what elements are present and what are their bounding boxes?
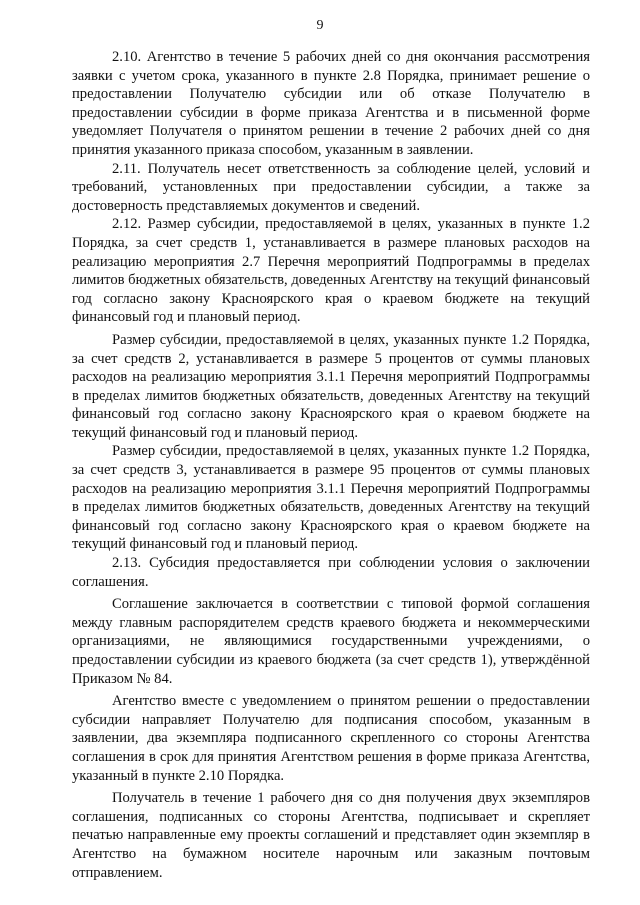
paragraph-subsidy-funds-3: Размер субсидии, предоставляемой в целях, указанных пункте 1.2 Порядка, за счет средств 3, устанавливается в размере 95 процентов от суммы плановых расходов на реализацию мероприятия 3.1.1 Перечня мероприятий Подпрограммы в пределах лимитов бюджетных обязательств, доведенных Агентству на текущий финансовый год согласно закону Красноярского края о краевом бюджете на текущий финансовый год и плановый период. (72, 443, 590, 553)
paragraph-agreement-form: Соглашение заключается в соответствии с типовой формой соглашения между главным распорядителем средств краевого бюджета и некоммерческими организациями, не являющимися государственными учреждениями, о предоставлении субсидии из краевого бюджета (за счет средств 1), утверждённой Приказом № 84. (72, 596, 590, 687)
document-body (72, 48, 590, 882)
paragraph-2-13: 2.13. Субсидия предоставляется при соблюдении условия о заключении соглашения. (72, 555, 590, 590)
paragraph-subsidy-funds-2: Размер субсидии, предоставляемой в целях, указанных пункте 1.2 Порядка, за счет средств 2, устанавливается в размере 5 процентов от суммы плановых расходов на реализацию мероприятия 3.1.1 Перечня мероприятий Подпрограммы в пределах лимитов бюджетных обязательств, доведенных Агентству на текущий финансовый год согласно закону Красноярского края о краевом бюджете на текущий финансовый год и плановый период. (72, 331, 590, 441)
paragraph-recipient-signing: Получатель в течение 1 рабочего дня со дня получения двух экземпляров соглашения, подписанных со стороны Агентства, подписывает и скрепляет печатью направленные ему проекты соглашений и представляет один экземпляр в Агентство на бумажном носителе нарочным или заказным почтовым отправлением. (72, 790, 590, 881)
paragraph-2-12: 2.12. Размер субсидии, предоставляемой в целях, указанных в пункте 1.2 Порядка, за счет средств 1, устанавливается в размере плановых расходов на реализацию мероприятия 2.7 Перечня мероприятий Подпрограммы в пределах лимитов бюджетных обязательств, доведенных Агентству на текущий финансовый год согласно закону Красноярского края о краевом бюджете на текущий финансовый год и плановый период. (72, 216, 590, 326)
page-number: 9 (316, 18, 324, 33)
paragraph-2-10: 2.10. Агентство в течение 5 рабочих дней со дня окончания рассмотрения заявки с учетом срока, указанного в пункте 2.8 Порядка, принимает решение о предоставлении Получателю субсидии или об отказе Получателю в предоставлении субсидии в форме приказа Агентства и в письменной форме уведомляет Получателя о принятом решении в течение 2 рабочих дней со дня принятия указанного приказа способом, указанным в заявлении. (72, 49, 590, 158)
paragraph-2-11: 2.11. Получатель несет ответственность за соблюдение целей, условий и требований, установленных при предоставлении субсидии, а также за достоверность представляемых документов и сведений. (72, 160, 590, 214)
paragraph-agency-notification: Агентство вместе с уведомлением о принятом решении о предоставлении субсидии направляет Получателю для подписания способом, указанным в заявлении, два экземпляра подписанного скрепленного со стороны Агентства соглашения в срок для принятия Агентством решения в форме приказа Агентства, указанный в пункте 2.10 Порядка. (72, 693, 590, 784)
